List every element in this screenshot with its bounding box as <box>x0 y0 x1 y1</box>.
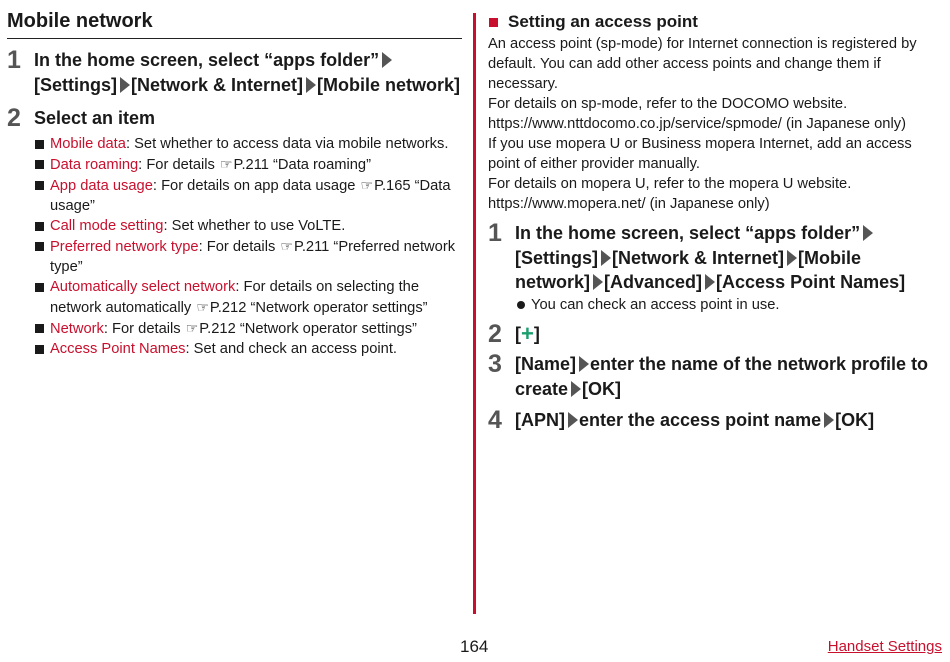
step-text: [Name] <box>515 354 577 374</box>
arrow-icon <box>863 225 873 241</box>
pointing-hand-icon: ☞ <box>196 298 209 315</box>
subsection-heading <box>488 10 940 34</box>
item-description: : For details <box>138 156 219 173</box>
arrow-icon <box>120 77 130 93</box>
step-text: [Mobile network] <box>515 247 862 292</box>
step-text: [Settings] <box>34 74 117 95</box>
list-item <box>50 134 462 154</box>
page-reference: P.211 “Preferred network type” <box>50 238 456 275</box>
paragraph: If you use mopera U or Business mopera Internet, add an access point of either provider manually. <box>488 136 912 172</box>
pointing-hand-icon: ☞ <box>360 176 374 193</box>
page-reference: P.165 “Data usage” <box>50 177 451 214</box>
step-text: [OK] <box>835 410 875 430</box>
list-item <box>50 339 462 359</box>
page-reference: P.212 “Network operator settings” <box>199 320 417 337</box>
section-link[interactable]: Handset Settings <box>827 638 942 655</box>
item-keyword: Access Point Names <box>50 340 186 357</box>
arrow-icon <box>579 356 589 372</box>
page-number: 164 <box>460 637 489 656</box>
arrow-icon <box>824 412 834 428</box>
paragraph: For details on mopera U, refer to the mopera U website. <box>488 176 852 192</box>
note-item <box>515 295 940 315</box>
square-bullet-icon <box>35 324 44 333</box>
pointing-hand-icon: ☞ <box>185 319 199 336</box>
step-number: 2 <box>7 104 21 132</box>
step-text: [Access Point Names] <box>716 272 906 292</box>
step-4 <box>488 408 940 433</box>
step-text: [Network & Internet] <box>612 247 785 268</box>
url-text: https://www.nttdocomo.co.jp/service/spmode/ (in Japanese only) <box>488 116 906 132</box>
step-number: 3 <box>488 350 502 378</box>
square-bullet-icon <box>35 345 44 354</box>
step-text: In the home screen, select “apps folder” <box>515 223 861 243</box>
step-3 <box>488 352 940 401</box>
square-bullet-icon <box>489 18 498 27</box>
arrow-icon <box>787 250 797 266</box>
bracket: ] <box>533 323 540 344</box>
step-text: [Advanced] <box>604 272 703 292</box>
square-bullet-icon <box>35 222 44 231</box>
page-reference: P.212 “Network operator settings” <box>209 299 428 316</box>
plus-icon: + <box>521 320 534 346</box>
column-divider <box>473 13 476 614</box>
bracket: [ <box>515 323 521 344</box>
item-description: : Set whether to use VoLTE. <box>163 217 346 234</box>
list-item <box>50 175 462 216</box>
step-number: 1 <box>488 219 502 247</box>
step-2 <box>488 319 940 348</box>
item-keyword: Network <box>50 320 104 337</box>
url-text: https://www.mopera.net/ (in Japanese only) <box>488 196 770 212</box>
step-text: [Network & Internet] <box>131 74 304 95</box>
list-item <box>50 318 462 339</box>
item-description: : For details on selecting the network automatically <box>50 278 420 316</box>
arrow-icon <box>593 274 603 290</box>
step-text: Select an item <box>34 108 156 128</box>
item-description: : Set whether to access data via mobile networks. <box>125 135 449 152</box>
step-number: 4 <box>488 406 502 434</box>
list-item <box>50 216 462 236</box>
item-keyword: Data roaming <box>50 156 139 173</box>
list-item <box>50 236 462 277</box>
item-description: : For details <box>103 320 185 337</box>
paragraph: For details on sp-mode, refer to the DOCOMO website. <box>488 96 848 112</box>
item-keyword: Automatically select network <box>50 278 236 295</box>
right-column <box>488 10 940 433</box>
item-description: : For details <box>198 238 280 255</box>
arrow-icon <box>568 412 578 428</box>
item-keyword: Mobile data <box>50 135 126 152</box>
step-1 <box>7 48 462 97</box>
square-bullet-icon <box>35 181 44 190</box>
step-text: enter the name of the network profile to create <box>515 354 929 399</box>
step-text: [Settings] <box>515 247 598 268</box>
page-reference: P.211 “Data roaming” <box>233 156 371 173</box>
step-number: 2 <box>488 319 502 348</box>
list-item <box>50 154 462 175</box>
arrow-icon <box>571 381 581 397</box>
pointing-hand-icon: ☞ <box>219 155 233 172</box>
item-keyword: Preferred network type <box>50 238 199 255</box>
step-number: 1 <box>7 46 21 74</box>
item-description: : Set and check an access point. <box>185 340 397 357</box>
arrow-icon <box>705 274 715 290</box>
step-text: [APN] <box>515 410 565 430</box>
square-bullet-icon <box>35 242 44 251</box>
step-text: enter the access point name <box>579 410 822 430</box>
step-1 <box>488 221 940 315</box>
heading-text: Setting an access point <box>508 12 698 31</box>
list-item <box>50 277 462 318</box>
step-text: [Mobile network] <box>317 74 461 95</box>
arrow-icon <box>306 77 316 93</box>
arrow-icon <box>601 250 611 266</box>
item-keyword: App data usage <box>50 177 153 194</box>
step-text: In the home screen, select “apps folder” <box>34 50 380 70</box>
paragraph: An access point (sp-mode) for Internet connection is registered by default. You can add other access points and change them if necessary. <box>488 36 917 92</box>
square-bullet-icon <box>35 283 44 292</box>
step-text: [OK] <box>582 378 622 399</box>
square-bullet-icon <box>35 140 44 149</box>
arrow-icon <box>382 52 392 68</box>
note-text: You can check an access point in use. <box>531 296 780 313</box>
step-2 <box>7 106 462 131</box>
left-column <box>7 10 462 359</box>
item-keyword: Call mode setting <box>50 217 164 234</box>
round-bullet-icon <box>517 301 525 309</box>
item-description: : For details on app data usage <box>152 177 360 194</box>
pointing-hand-icon: ☞ <box>280 237 293 254</box>
square-bullet-icon <box>35 160 44 169</box>
section-title: Mobile network <box>7 10 462 39</box>
settings-item-list <box>50 134 462 359</box>
